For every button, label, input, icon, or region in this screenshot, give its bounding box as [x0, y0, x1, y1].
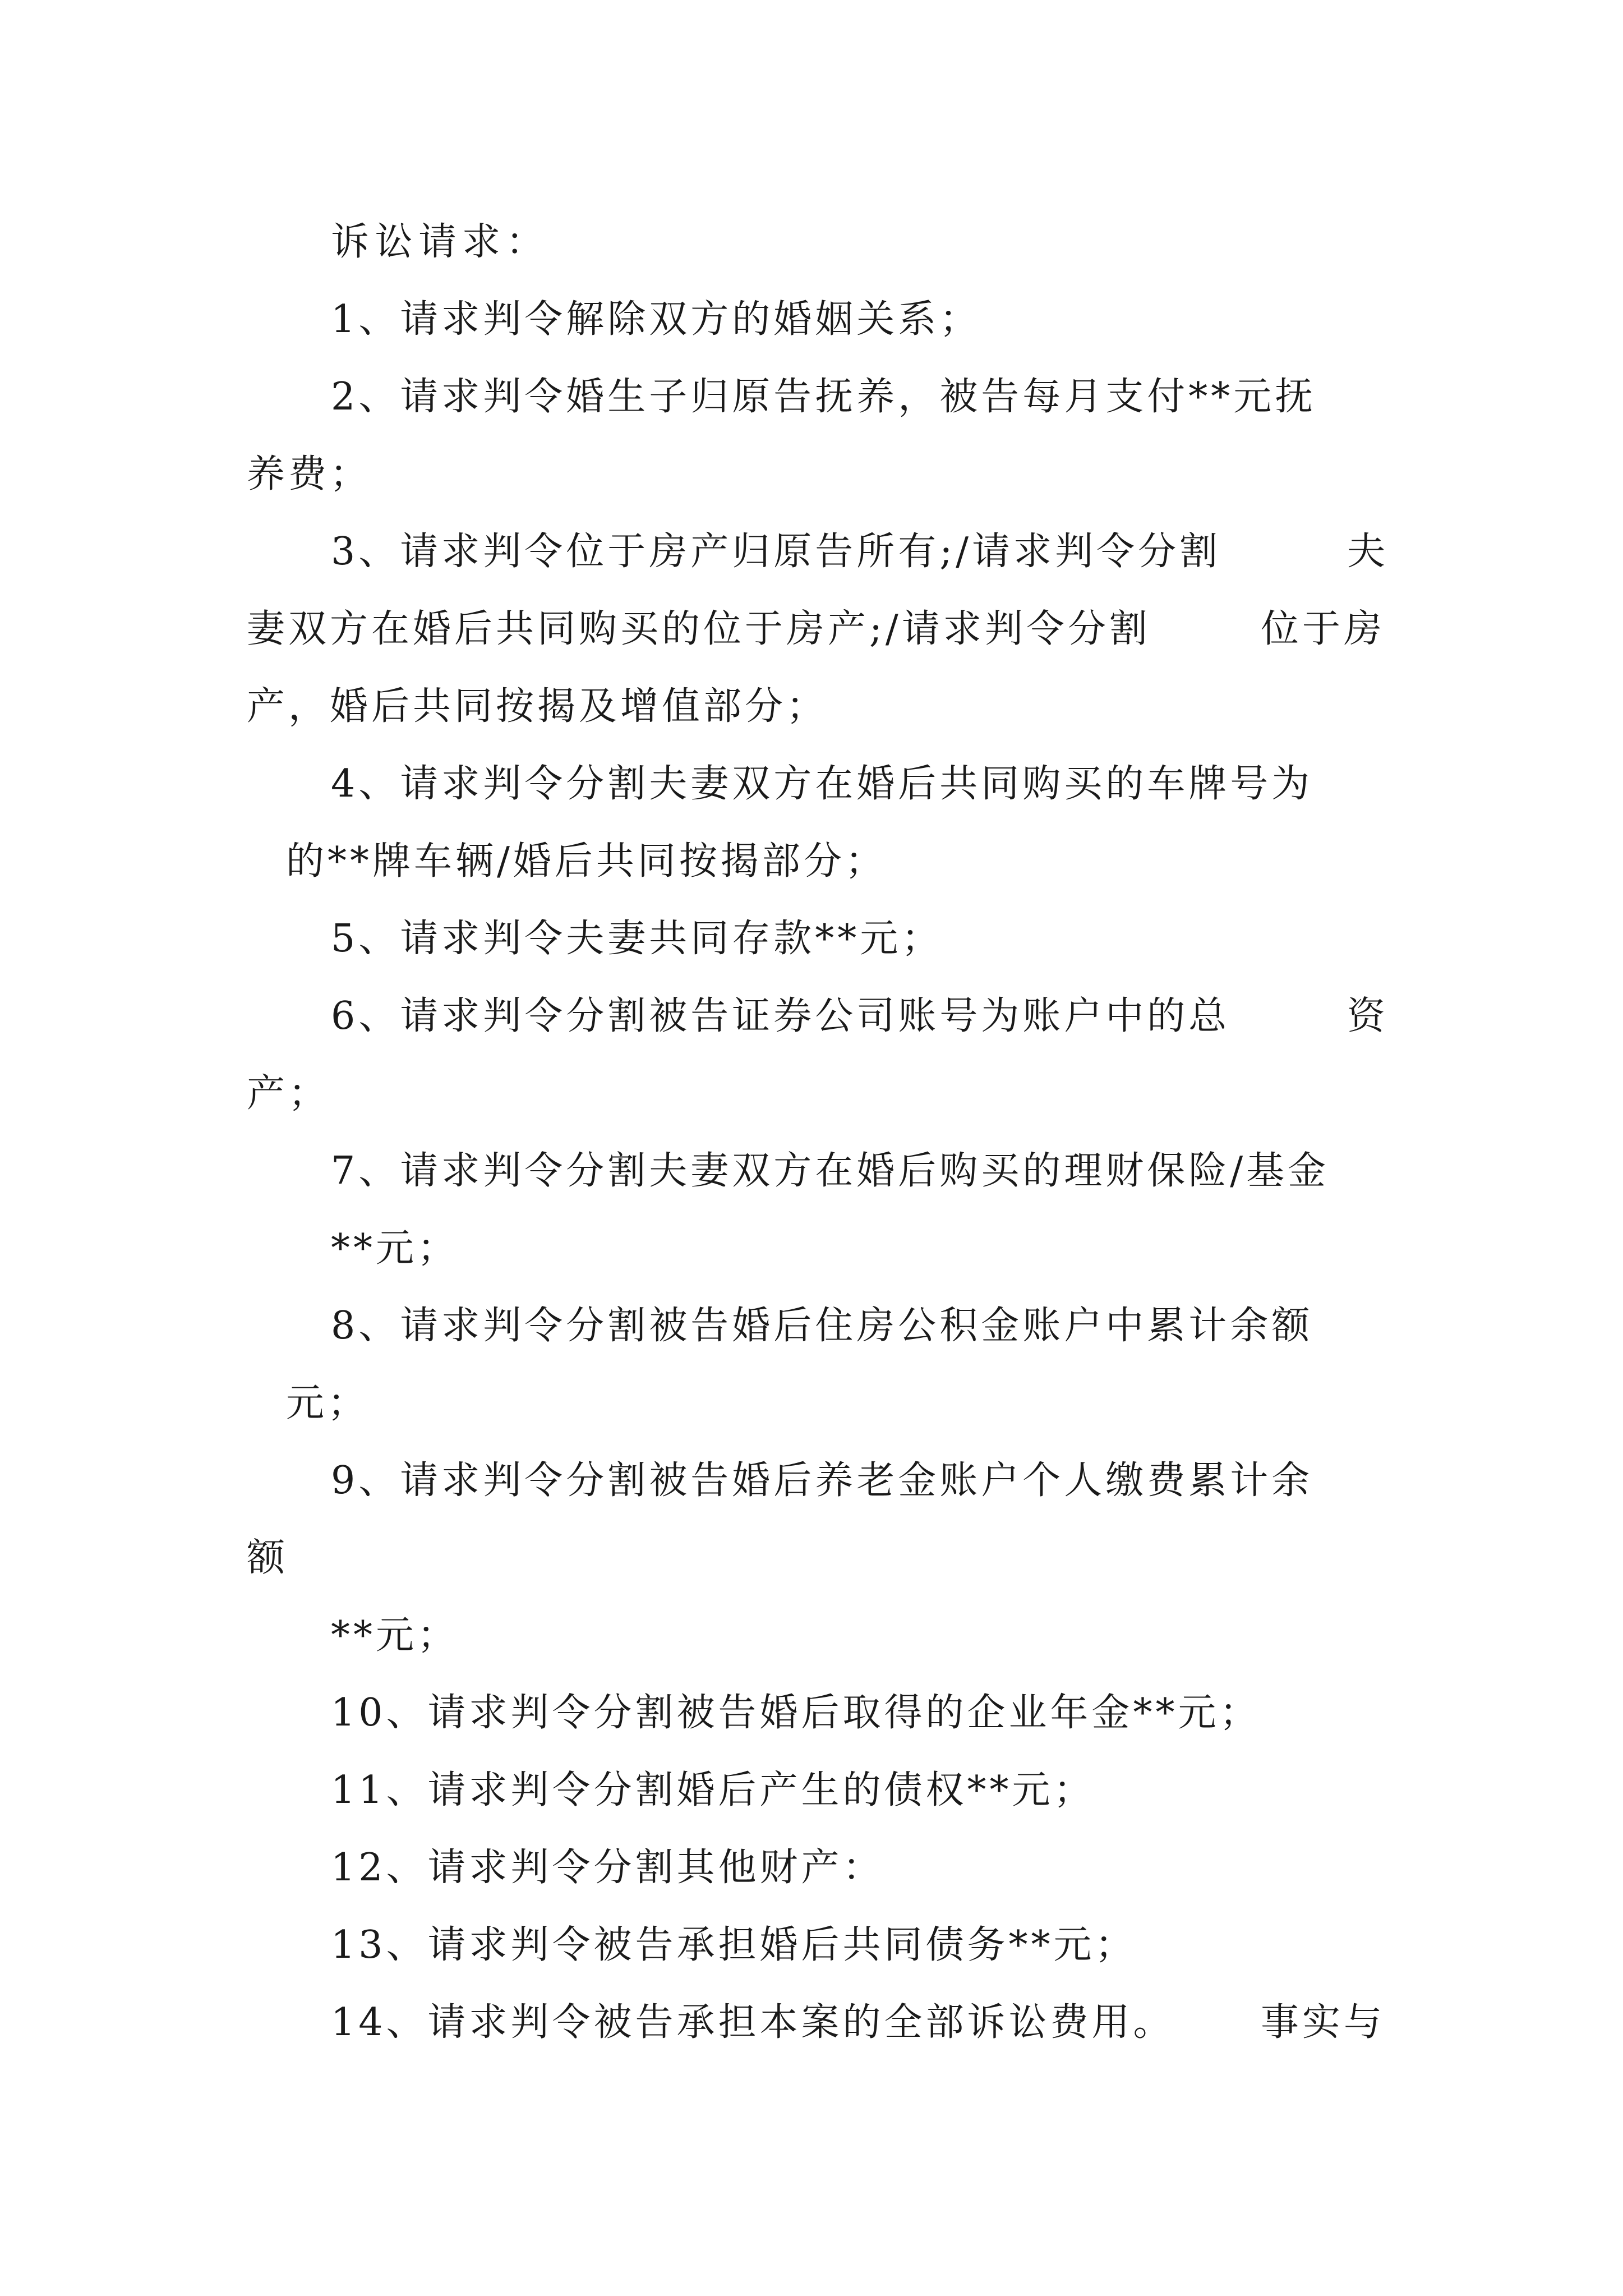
claim-8-text: 8、请求判令分割被告婚后住房公积金账户中累计余额	[331, 1304, 1313, 1348]
claim-11: 11、请求判令分割婚后产生的债权**元；	[331, 1768, 1095, 1812]
claim-5: 5、请求判令夫妻共同存款**元；	[331, 917, 943, 961]
claim-3-text-right: 夫	[1347, 530, 1385, 574]
claim-6-text-right: 资	[1347, 994, 1385, 1038]
claim-2-text: 2、请求判令婚生子归原告抚养，被告每月支付**元抚	[331, 375, 1317, 419]
heading: 诉讼请求：	[331, 220, 550, 264]
claim-9-line-2: 额	[247, 1536, 289, 1580]
claim-10: 10、请求判令分割被告婚后取得的企业年金**元；	[331, 1691, 1261, 1735]
claim-8-line-2: 元；	[286, 1381, 370, 1425]
claim-3-text-left: 3、请求判令位于房产归原告所有;/请求判令分割	[331, 530, 1221, 574]
claim-6-line-2: 产；	[247, 1071, 330, 1116]
claim-3-text-right-2: 位于房	[1260, 607, 1385, 651]
claim-13: 13、请求判令被告承担婚后共同债务**元；	[331, 1923, 1137, 1967]
claim-3-text-left-2: 妻双方在婚后共同购买的位于房产;/请求判令分割	[247, 607, 1151, 651]
claim-7-text: 7、请求判令分割夫妻双方在婚后购买的理财保险/基金	[331, 1149, 1330, 1193]
claim-9-line-3: **元；	[331, 1613, 459, 1658]
claim-7-line-1	[331, 1143, 1385, 1199]
claim-2-line-2: 养费；	[247, 452, 372, 496]
claim-4-line-1	[331, 756, 1385, 812]
claim-4-line-2: 的**牌车辆/婚后共同按揭部分；	[286, 839, 887, 884]
claim-3-line-3: 产，婚后共同按揭及增值部分；	[247, 684, 828, 729]
claim-2-line-1	[331, 369, 1385, 425]
claim-1: 1、请求判令解除双方的婚姻关系；	[331, 297, 981, 342]
claim-14-text-right: 事实与	[1260, 2000, 1385, 2045]
claim-7-line-2: **元；	[331, 1226, 459, 1271]
claim-6-text-left: 6、请求判令分割被告证券公司账号为账户中的总	[331, 994, 1230, 1038]
claim-14-text-left: 14、请求判令被告承担本案的全部诉讼费用。	[331, 2000, 1175, 2045]
claim-14-line-1	[331, 1995, 1385, 2051]
claim-12: 12、请求判令分割其他财产：	[331, 1846, 884, 1890]
claim-3-line-2	[247, 601, 1385, 657]
claim-6-line-1	[331, 988, 1385, 1045]
claim-9-text: 9、请求判令分割被告婚后养老金账户个人缴费累计余	[331, 1458, 1313, 1503]
claim-4-text: 4、请求判令分割夫妻双方在婚后共同购买的车牌号为	[331, 762, 1313, 806]
claim-8-line-1	[331, 1298, 1385, 1354]
claim-9-line-1	[331, 1453, 1385, 1509]
claim-3-line-1	[331, 524, 1385, 580]
